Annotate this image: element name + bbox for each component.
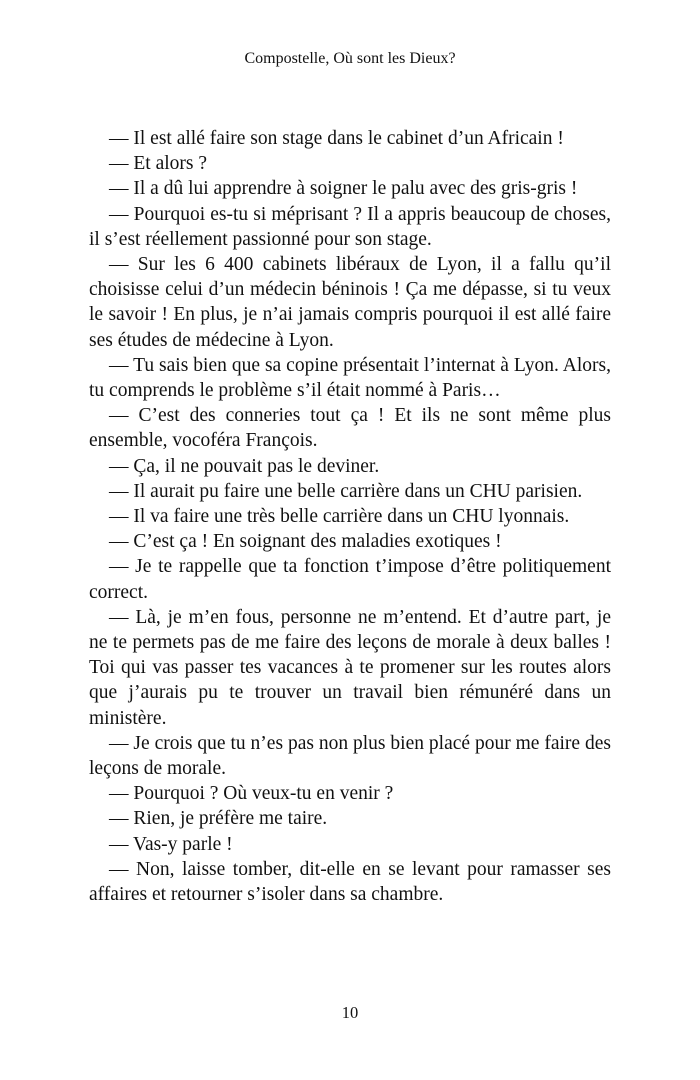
paragraph: — Vas-y parle ! bbox=[109, 833, 233, 855]
paragraph: — Là, je m’en fous, personne ne m’entend. Et d’autre part, je ne te permets pas de me faire des leçons de morale à deux balles ! Toi qui vas passer tes vacances à te promener sur les routes alors que j’aurais pu te trouver un travail bien rémunéré dans un ministère. bbox=[89, 606, 611, 729]
running-header: Compostelle, Où sont les Dieux? bbox=[244, 50, 456, 67]
paragraph: — Je crois que tu n’es pas non plus bien placé pour me faire des leçons de morale. bbox=[89, 732, 611, 780]
page-body bbox=[89, 126, 611, 907]
paragraph: — Pourquoi es-tu si méprisant ? Il a appris beaucoup de choses, il s’est réellement passionné pour son stage. bbox=[89, 203, 611, 250]
paragraph: — Il va faire une très belle carrière dans un CHU lyonnais. bbox=[109, 506, 570, 528]
paragraph: — Ça, il ne pouvait pas le deviner. bbox=[109, 455, 380, 477]
paragraph: — Et alors ? bbox=[109, 153, 208, 175]
paragraph: — Tu sais bien que sa copine présentait l’internat à Lyon. Alors, tu comprends le problème s’il était nommé à Paris… bbox=[89, 354, 611, 402]
paragraph: — Non, laisse tomber, dit-elle en se levant pour ramasser ses affaires et retourner s’isoler dans sa chambre. bbox=[89, 858, 611, 906]
paragraph: — Il a dû lui apprendre à soigner le palu avec des gris-gris ! bbox=[109, 178, 578, 200]
paragraph: — Sur les 6 400 cabinets libéraux de Lyon, il a fallu qu’il choisisse celui d’un médecin béninois ! Ça me dépasse, si tu veux le savoir ! En plus, je n’ai jamais compris pourquoi il est allé faire ses études de médecine à Lyon. bbox=[89, 254, 611, 351]
paragraph: — Pourquoi ? Où veux-tu en venir ? bbox=[109, 783, 394, 805]
paragraph: — Il aurait pu faire une belle carrière dans un CHU parisien. bbox=[109, 480, 583, 502]
paragraph: — Rien, je préfère me taire. bbox=[109, 808, 328, 830]
paragraph: — C’est des conneries tout ça ! Et ils ne sont même plus ensemble, vocoféra François. bbox=[89, 405, 611, 452]
paragraph: — Il est allé faire son stage dans le cabinet d’un Africain ! bbox=[109, 128, 564, 149]
page-number: 10 bbox=[341, 1003, 359, 1022]
paragraph: — C’est ça ! En soignant des maladies exotiques ! bbox=[109, 531, 502, 553]
paragraph: — Je te rappelle que ta fonction t’impose d’être politiquement correct. bbox=[89, 556, 611, 603]
